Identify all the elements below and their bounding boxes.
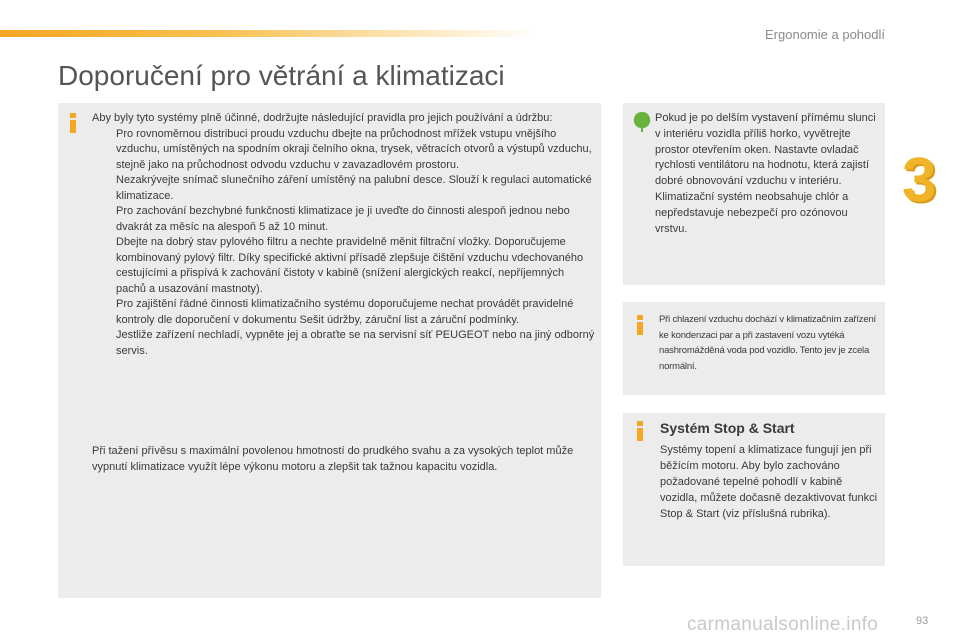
main-recommendations-text: [92, 111, 597, 359]
condensation-note-text: Při chlazení vzduchu dochází v klimatizačním zařízení ke kondenzaci par a při zastavení vozu vytéká nashromážděná voda pod vozidlo. Tento jev je zcela normální.: [659, 314, 876, 372]
list-item: Dbejte na dobrý stav pylového filtru a nechte pravidelně měnit filtrační vložky. Doporučujeme kombinovaný pylový filtr. Díky specifické aktivní přísadě zlepšuje čištění vzduchu vdechovaného cestujícími a přispívá k zachování čistoty v kabině (snížení alergických reakcí, nepříjemných pachů a usazování mastnoty).: [116, 236, 584, 295]
intro-paragraph: Aby byly tyto systémy plně účinné, dodržujte následující pravidla pro jejich používání a údržbu:: [92, 112, 553, 124]
eco-tip-text: Pokud je po delším vystavení přímému slunci v interiéru vozidla příliš horko, vyvětrejte prostor otevřením oken. Nastavte ovladač rychlosti ventilátoru na hodnotu, která zajistí dobré obnovování vzduchu v interiéru. Klimatizační systém neobsahuje chlór a nepředstavuje nebezpečí pro ozónovou vrstvu.: [655, 112, 876, 235]
info-icon: [637, 315, 643, 335]
header-accent-bar: [0, 30, 540, 37]
section-title: Ergonomie a pohodlí: [765, 27, 885, 42]
list-item: Pro rovnoměrnou distribuci proudu vzduchu dbejte na průchodnost mřížek vstupu vnějšího vzduchu, umístěných na spodním okraji čelního okna, trysek, větracích otvorů a výstupů vzduchu, stejně jako na průchodnost odvodu vzduchu v zavazadlovém prostoru.: [116, 127, 592, 171]
leaf-icon: [632, 111, 652, 133]
chapter-number: 3: [902, 146, 937, 215]
stop-start-title: Systém Stop & Start: [660, 420, 795, 436]
list-item: Pro zajištění řádné činnosti klimatizačního systému doporučujeme nechat provádět pravidelné kontroly dle doporučení v dokumentu Sešit údržby, záruční list a záruční podmínky.: [116, 298, 574, 326]
list-item: Jestliže zařízení nechladí, vypněte jej a obraťte se na servisní síť PEUGEOT nebo na jiný odborný servis.: [116, 329, 595, 357]
trailer-note: Při tažení přívěsu s maximální povolenou hmotností do prudkého svahu a za vysokých teplot může vypnutí klimatizace využít lépe výkonu motoru a zlepšit tak tažnou kapacitu vozidla.: [92, 445, 574, 473]
info-icon: [70, 113, 76, 133]
recommendations-list: [92, 127, 597, 360]
watermark: carmanualsonline.info: [687, 614, 879, 635]
page-title: Doporučení pro větrání a klimatizaci: [58, 60, 505, 91]
page-number: 93: [916, 615, 929, 627]
stop-start-text: Systémy topení a klimatizace fungují jen při běžícím motoru. Aby bylo zachováno požadované tepelné pohodlí v kabině vozidla, můžete dočasně dezaktivovat funkci Stop & Start (viz příslušná rubrika).: [660, 444, 878, 520]
list-item: Pro zachování bezchybné funkčnosti klimatizace je ji uveďte do činnosti alespoň jednou nebo dvakrát za měsíc na alespoň 5 až 10 minut.: [116, 205, 570, 233]
list-item: Nezakrývejte snímač slunečního záření umístěný na palubní desce. Slouží k regulaci automatické klimatizace.: [116, 174, 592, 202]
info-icon: [637, 421, 643, 441]
